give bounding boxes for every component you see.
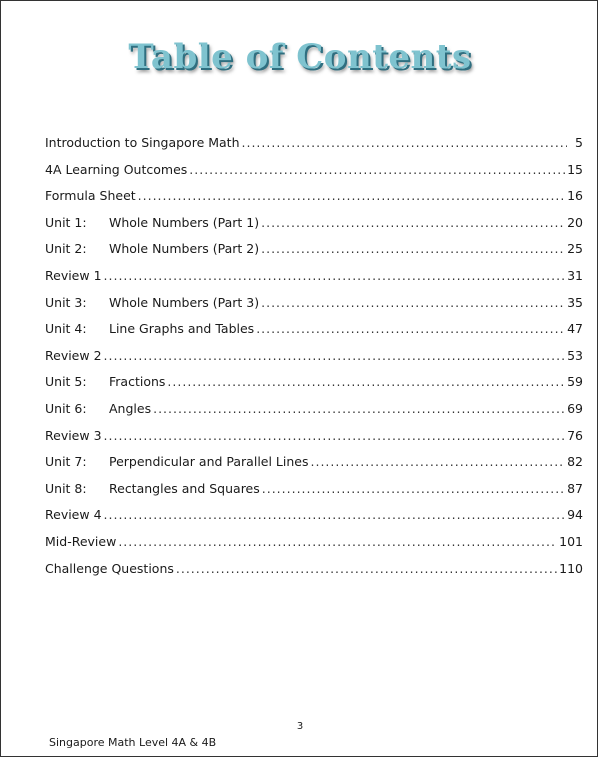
toc-unit-number: Unit 4: (45, 321, 87, 337)
toc-entry (45, 374, 583, 401)
toc-unit-number: Unit 8: (45, 480, 87, 496)
toc-entry (45, 534, 583, 561)
dot-leader (138, 188, 565, 203)
toc-entry (45, 481, 583, 508)
dot-leader (104, 428, 566, 443)
toc-unit-number: Unit 2: (45, 241, 87, 257)
toc-entry-label: Introduction to Singapore Math (45, 135, 240, 150)
toc-entry-label: Whole Numbers (Part 2) (109, 241, 260, 257)
toc-entry-page: 94 (567, 507, 583, 523)
dot-leader (189, 162, 565, 177)
dot-leader (176, 561, 557, 576)
dot-leader (167, 374, 565, 389)
toc-entry-page: 101 (559, 533, 583, 549)
toc-entry-label: Formula Sheet (45, 188, 136, 204)
dot-leader (261, 215, 565, 230)
toc-entry-page: 5 (575, 135, 583, 150)
toc-unit-number: Unit 1: (45, 214, 87, 230)
toc-entry-label: Review 1 (45, 267, 102, 283)
page-footer: Singapore Math Level 4A & 4B (49, 736, 217, 749)
dot-leader (104, 348, 566, 363)
toc-entry-label: Whole Numbers (Part 3) (109, 294, 260, 310)
toc-unit-number: Unit 3: (45, 294, 87, 310)
page-title: Table of Contents (128, 37, 472, 77)
toc-entry (45, 401, 583, 428)
dot-leader (153, 401, 565, 416)
toc-entry-label: Angles (109, 400, 152, 416)
toc-entry (45, 321, 583, 348)
dot-leader (118, 534, 557, 549)
toc-entry-page: 69 (567, 400, 583, 416)
toc-entry-label: Fractions (109, 374, 166, 390)
dot-leader (311, 454, 566, 469)
dot-leader (256, 321, 565, 336)
toc-entry-label: Review 4 (45, 507, 102, 523)
toc-entry-page: 16 (567, 188, 583, 204)
toc-unit-number: Unit 5: (45, 374, 87, 390)
toc-entry-label: Perpendicular and Parallel Lines (109, 454, 309, 470)
toc-entry (45, 135, 583, 162)
dot-leader (104, 507, 566, 522)
dot-leader (261, 295, 565, 310)
toc-entry-page: 82 (567, 454, 583, 470)
toc-entry-page: 53 (567, 347, 583, 363)
toc-entry-label: Review 3 (45, 427, 102, 443)
toc-entry-label: Review 2 (45, 347, 102, 363)
toc-entry-label: Line Graphs and Tables (109, 321, 255, 337)
toc-entry-page: 47 (567, 321, 583, 337)
toc-entry (45, 428, 583, 455)
toc-entry-page: 59 (567, 374, 583, 390)
toc-entry-page: 87 (567, 480, 583, 496)
toc-unit-number: Unit 6: (45, 400, 87, 416)
toc-entry (45, 348, 583, 375)
toc-entry-page: 110 (559, 560, 583, 576)
toc-entry-page: 20 (567, 214, 583, 230)
toc-entry-page: 25 (567, 241, 583, 257)
dot-leader (261, 241, 565, 256)
toc-entry-page: 35 (567, 294, 583, 310)
toc-entry-page: 76 (567, 427, 583, 443)
toc-entry-label: Rectangles and Squares (109, 480, 260, 496)
toc-entry (45, 188, 583, 215)
toc-list (45, 135, 583, 587)
toc-entry-label: Mid-Review (45, 533, 117, 549)
toc-entry-label: Whole Numbers (Part 1) (109, 214, 260, 230)
toc-entry-page: 31 (567, 267, 583, 283)
toc-entry (45, 215, 583, 242)
toc-entry-label: 4A Learning Outcomes (45, 161, 188, 177)
toc-entry-page: 15 (567, 161, 583, 177)
toc-entry-label: Challenge Questions (45, 560, 174, 576)
toc-entry (45, 561, 583, 588)
toc-entry (45, 268, 583, 295)
dot-leader (262, 481, 565, 496)
toc-entry (45, 162, 583, 189)
toc-entry (45, 295, 583, 322)
dot-leader (104, 268, 566, 283)
page-number: 3 (296, 721, 304, 732)
dot-leader (242, 135, 568, 150)
toc-entry (45, 241, 583, 268)
toc-unit-number: Unit 7: (45, 454, 87, 470)
toc-entry (45, 454, 583, 481)
toc-entry (45, 507, 583, 534)
